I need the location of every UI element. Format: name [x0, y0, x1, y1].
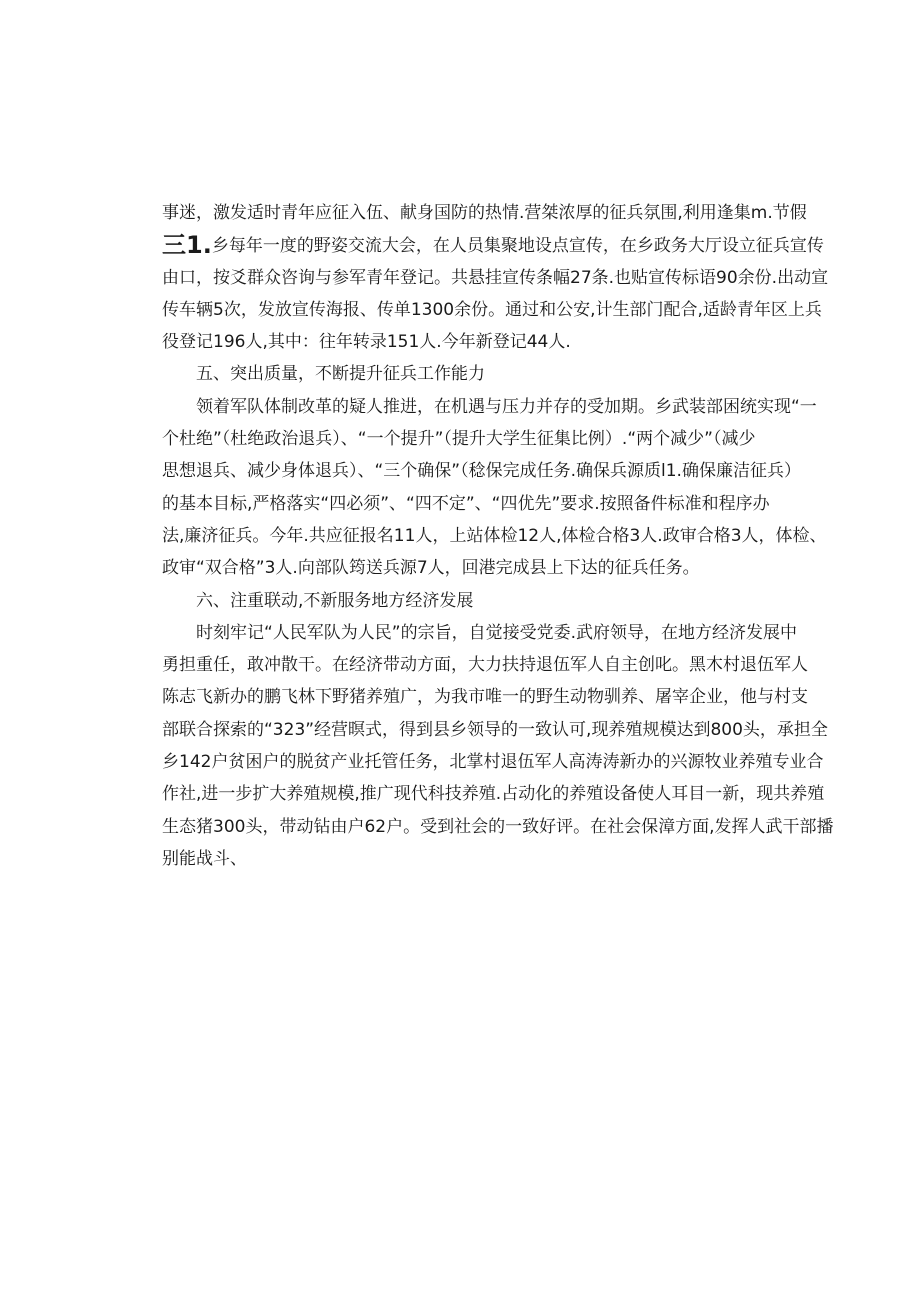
text-line-12: 政审“双合格”3人.向部队筠送兵源7人，回港完成县上下达的征兵任务。 — [162, 558, 700, 579]
section-heading-5: 五、突出质量，不断提升征兵工作能力 — [196, 364, 485, 385]
text-line-5: 役登记196人,其中：往年转录151人.今年新登记44人. — [162, 332, 571, 353]
document-body — [162, 197, 834, 875]
text-line-19: 作社,进一步扩大养殖规模,推广现代科技养殖.占动化的养殖设备使人耳目一新，现共养殖 — [162, 784, 825, 805]
section-heading-6: 六、注重联动,不新服务地方经济发展 — [196, 590, 474, 611]
text-line-20: 生态猪300头，带动钻由户62户。受到社会的一致好评。在社会保漳方面,发挥人武干部播 — [162, 816, 834, 837]
text-line-17: 部联合探索的“323”经营暝式，得到县乡领导的一致认可,现养殖规模达到800头，承担全 — [162, 719, 828, 740]
text-line-21: 别能战斗、 — [162, 848, 247, 869]
text-line-8: 个杜绝”（杜绝政治退兵）、“一个提升”（提升大学生征集比例）.“两个减少”（减少 — [162, 429, 756, 450]
text-line-11: 法,廉济征兵。今年.共应征报名11人，上站体检12人,体检合格3人.政审合格3人，体检、 — [162, 525, 827, 546]
text-line-2 — [162, 229, 824, 261]
text-line-14: 时刻牢记“人民军队为人民”的宗旨，自觉接受党委.武府领导，在地方经济发展中 — [196, 622, 798, 643]
text-line-4: 传车辆5次，发放宣传海报、传单1300余份。通过和公安,计生部门配合,适龄青年区上兵 — [162, 299, 822, 320]
text-line-16: 陈志飞新办的鹏飞林下野猪养殖广，为我市唯一的野生动物驯养、屠宰企业，他与村支 — [162, 687, 808, 708]
text-line-1: 事迷，激发适时青年应征入伍、献身国防的热情.营桀浓厚的征兵氛围,利用逢集m.节假 — [162, 203, 807, 223]
text-line-3: 由口，按爻群众咨询与参军青年登记。共悬挂宣传条幅27条.也贴宣传标语90余份.出动宣 — [162, 267, 829, 288]
text-line-10: 的基本目标,严格落实“四必须”、“四不定”、“四优先”要求.按照备件标准和程序办 — [162, 493, 770, 514]
text-line-15: 勇担重任，敢冲散干。在经济带动方面，大力扶持退伍军人自主创叱。黑木村退伍军人 — [162, 655, 808, 676]
text-line-2-prefix: 三1. — [162, 231, 212, 260]
text-line-2-body: 乡每年一度的野姿交流大会，在人员集聚地设点宣传，在乡政务大厅设立征兵宣传 — [211, 236, 824, 257]
text-line-18: 乡142户贫困户的脱贫产业托管任务，北掌村退伍军人高涛涛新办的兴源牧业养殖专业合 — [162, 752, 824, 773]
text-line-9: 思想退兵、减少身体退兵）、“三个确保”（稔保完成任务.确保兵源质l1.确保廉洁征兵） — [162, 461, 801, 482]
text-line-7: 领着军队体制改革的疑人推进，在机遇与压力并存的受加期。乡武装部困统实现“一 — [196, 396, 817, 417]
